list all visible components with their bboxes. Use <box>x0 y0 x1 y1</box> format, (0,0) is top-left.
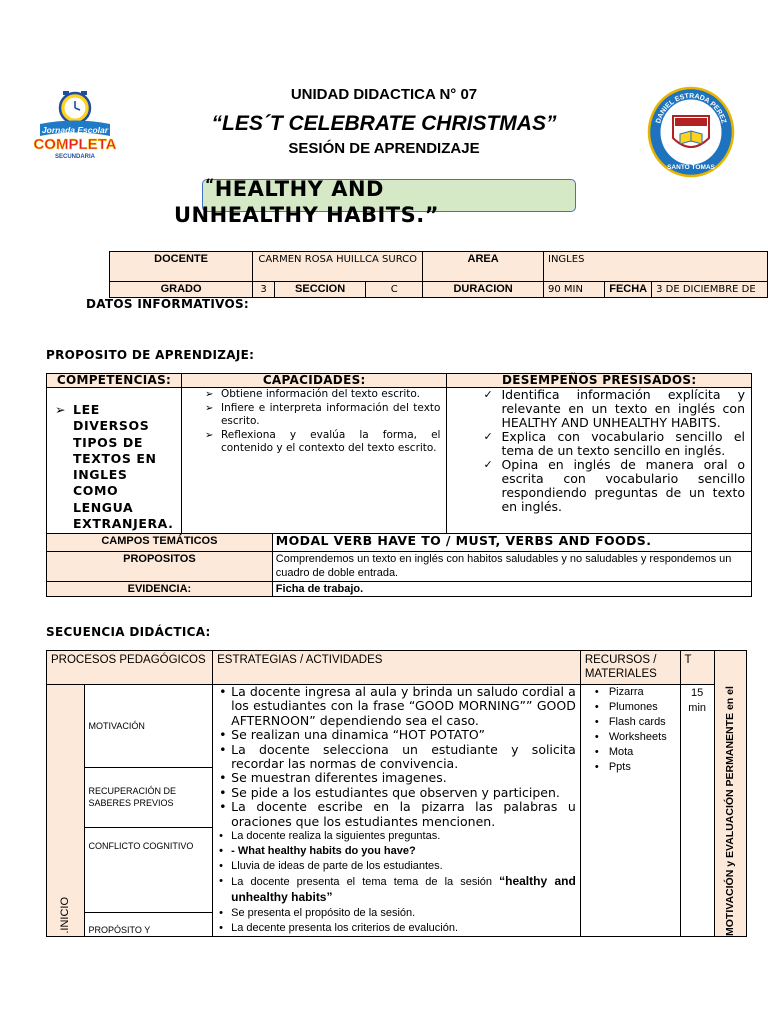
docente-value: CARMEN ROSA HUILLCA SURCO <box>253 252 423 282</box>
grado-label: GRADO <box>110 282 253 298</box>
activity-item: • Se realizan una dinamica “HOT POTATO” <box>231 728 576 742</box>
capacidades-cell <box>181 388 447 534</box>
desempeno-item: ✓ Identifica información explícita y relevante en un texto en inglés con HEALTHY AND UNHEALTHY HABITS. <box>501 388 745 430</box>
campos-tematicos-label: CAMPOS TEMÁTICOS <box>47 534 273 552</box>
evaluacion-permanente-cell <box>714 651 746 937</box>
clock-icon <box>60 91 90 123</box>
evaluacion-permanente-label: MOTIVACIÓN y EVALUACIÓN PERMANENTE en el <box>724 686 737 937</box>
grado-value: 3 <box>253 282 275 298</box>
activity-item: • Se muestran diferentes imagenes. <box>231 771 576 785</box>
recurso-item: • Worksheets <box>609 730 676 745</box>
desempeno-item: ✓ Opina en inglés de manera oral o escrita con vocabulario sencillo respondiendo preguntas de un texto en inglés. <box>501 458 745 514</box>
activity-item: • Se presenta el propósito de la sesión. <box>231 906 576 921</box>
school-seal-logo <box>646 86 736 178</box>
desempenos-header: DESEMPEÑOS PRESISADOS: <box>447 374 752 388</box>
propositos-label: PROPOSITOS <box>47 552 273 582</box>
capacidad-item: ➢ Obtiene información del texto escrito. <box>221 388 441 402</box>
activities-cell <box>213 685 581 937</box>
evidencia-label: EVIDENCIA: <box>47 582 273 597</box>
activity-item: • La docente selecciona un estudiante y solicita recordar las normas de convivencia. <box>231 743 576 772</box>
competencia-cell <box>47 388 182 534</box>
main-title: “LES´T CELEBRATE CHRISTMAS” <box>211 112 557 135</box>
proposito-table <box>46 373 752 597</box>
secuencia-heading: SECUENCIA DIDÁCTICA: <box>46 625 211 639</box>
fecha-value: 3 DE DICIEMBRE DE <box>652 282 768 298</box>
svg-text:DANIEL ESTRADA PEREZ: DANIEL ESTRADA PEREZ <box>655 92 727 125</box>
seccion-label: SECCION <box>274 282 365 298</box>
inicio-cell <box>47 685 85 937</box>
activity-item: • Lluvia de ideas de parte de los estudiantes. <box>231 859 576 874</box>
stage-motivacion: MOTIVACIÓN <box>84 685 213 768</box>
desempeno-item: ✓ Explica con vocabulario sencillo el tema de un texto sencillo en inglés. <box>501 430 745 458</box>
activity-item: • La docente ingresa al aula y brinda un saludo cordial a los estudiantes con la frase “GOOD MORNING”” GOOD AFTERNOON” dependiendo sea el caso. <box>231 685 576 728</box>
activity-item: • La decente presenta los criterios de evalución. <box>231 921 576 936</box>
capacidad-item: ➢ Infiere e interpreta información del texto escrito. <box>221 402 441 429</box>
svg-text:SECUNDARIA: SECUNDARIA <box>54 154 96 160</box>
session-topic-line2: UNHEALTHY HABITS.” <box>174 203 439 227</box>
jornada-escolar-completa-logo <box>30 90 120 162</box>
competencia-text: LEE DIVERSOS TIPOS DE TEXTOS EN INGLES COMO LENGUA EXTRANJERA. <box>73 402 174 532</box>
area-value: INGLES <box>544 252 768 282</box>
desempenos-cell <box>447 388 752 534</box>
estrategias-header: ESTRATEGIAS / ACTIVIDADES <box>213 651 581 685</box>
recurso-item: • Mota <box>609 745 676 760</box>
datos-informativos-heading: DATOS INFORMATIVOS: <box>86 297 250 311</box>
capacidades-header: CAPACIDADES: <box>181 374 447 388</box>
activity-question: • - What healthy habits do you have? <box>231 844 576 859</box>
activity-item: • La docente realiza la siguientes preguntas. <box>231 829 576 844</box>
recurso-item: • Ppts <box>609 760 676 775</box>
stage-recuperacion: RECUPERACIÓN DE SABERES PREVIOS <box>84 767 213 827</box>
activity-item: • La docente escribe en la pizarra las palabras u oraciones que los estudiantes mencionen. <box>231 800 576 829</box>
activity-item: • Se pide a los estudiantes que observen y participen. <box>231 786 576 800</box>
recurso-item: • Pizarra <box>609 685 676 700</box>
competencias-header: COMPETENCIAS: <box>47 374 182 388</box>
recurso-item: • Plumones <box>609 700 676 715</box>
svg-text:SANTO TOMAS: SANTO TOMAS <box>667 164 715 171</box>
procesos-header: PROCESOS PEDAGÓGICOS <box>47 651 213 685</box>
duracion-value: 90 MIN <box>544 282 605 298</box>
proposito-heading: PROPOSITO DE APRENDIZAJE: <box>46 348 255 362</box>
recursos-cell <box>580 685 680 937</box>
seccion-value: C <box>366 282 423 298</box>
activity-item: • La docente presenta el tema tema de la sesión “healthy and unhealthy habits” <box>231 874 576 906</box>
svg-text:COMPLETA: COMPLETA <box>33 136 117 153</box>
propositos-value: Comprendemos un texto en inglés con habitos saludables y no saludables y respondemos un cuadro de doble entrada. <box>272 552 751 582</box>
datos-informativos-table <box>109 251 768 298</box>
session-topic: “HEALTHY AND <box>205 177 384 201</box>
evidencia-value: Ficha de trabajo. <box>272 582 751 597</box>
session-subtitle: SESIÓN DE APRENDIZAJE <box>288 140 480 157</box>
stage-proposito: PROPÓSITO Y <box>84 912 213 936</box>
secuencia-didactica-table <box>46 650 747 937</box>
time-header: T <box>680 651 714 685</box>
duracion-label: DURACION <box>423 282 544 298</box>
unit-title: UNIDAD DIDACTICA N° 07 <box>290 86 478 103</box>
fecha-label: FECHA <box>605 282 652 298</box>
svg-text:Jornada Escolar: Jornada Escolar <box>41 125 109 135</box>
campos-tematicos-value: MODAL VERB HAVE TO / MUST, VERBS AND FOODS. <box>272 534 751 552</box>
time-cell: 15 min <box>680 685 714 937</box>
capacidad-item: ➢ Reflexiona y evalúa la forma, el contenido y el contexto del texto escrito. <box>221 429 441 456</box>
inicio-label: .INICIO <box>59 897 72 935</box>
recursos-header: RECURSOS / MATERIALES <box>580 651 680 685</box>
competencia-bullet-icon: ➢ <box>55 402 67 417</box>
docente-label: DOCENTE <box>110 252 253 282</box>
stage-conflicto-cognitivo: CONFLICTO COGNITIVO <box>84 828 213 913</box>
area-label: AREA <box>423 252 544 282</box>
recurso-item: • Flash cards <box>609 715 676 730</box>
